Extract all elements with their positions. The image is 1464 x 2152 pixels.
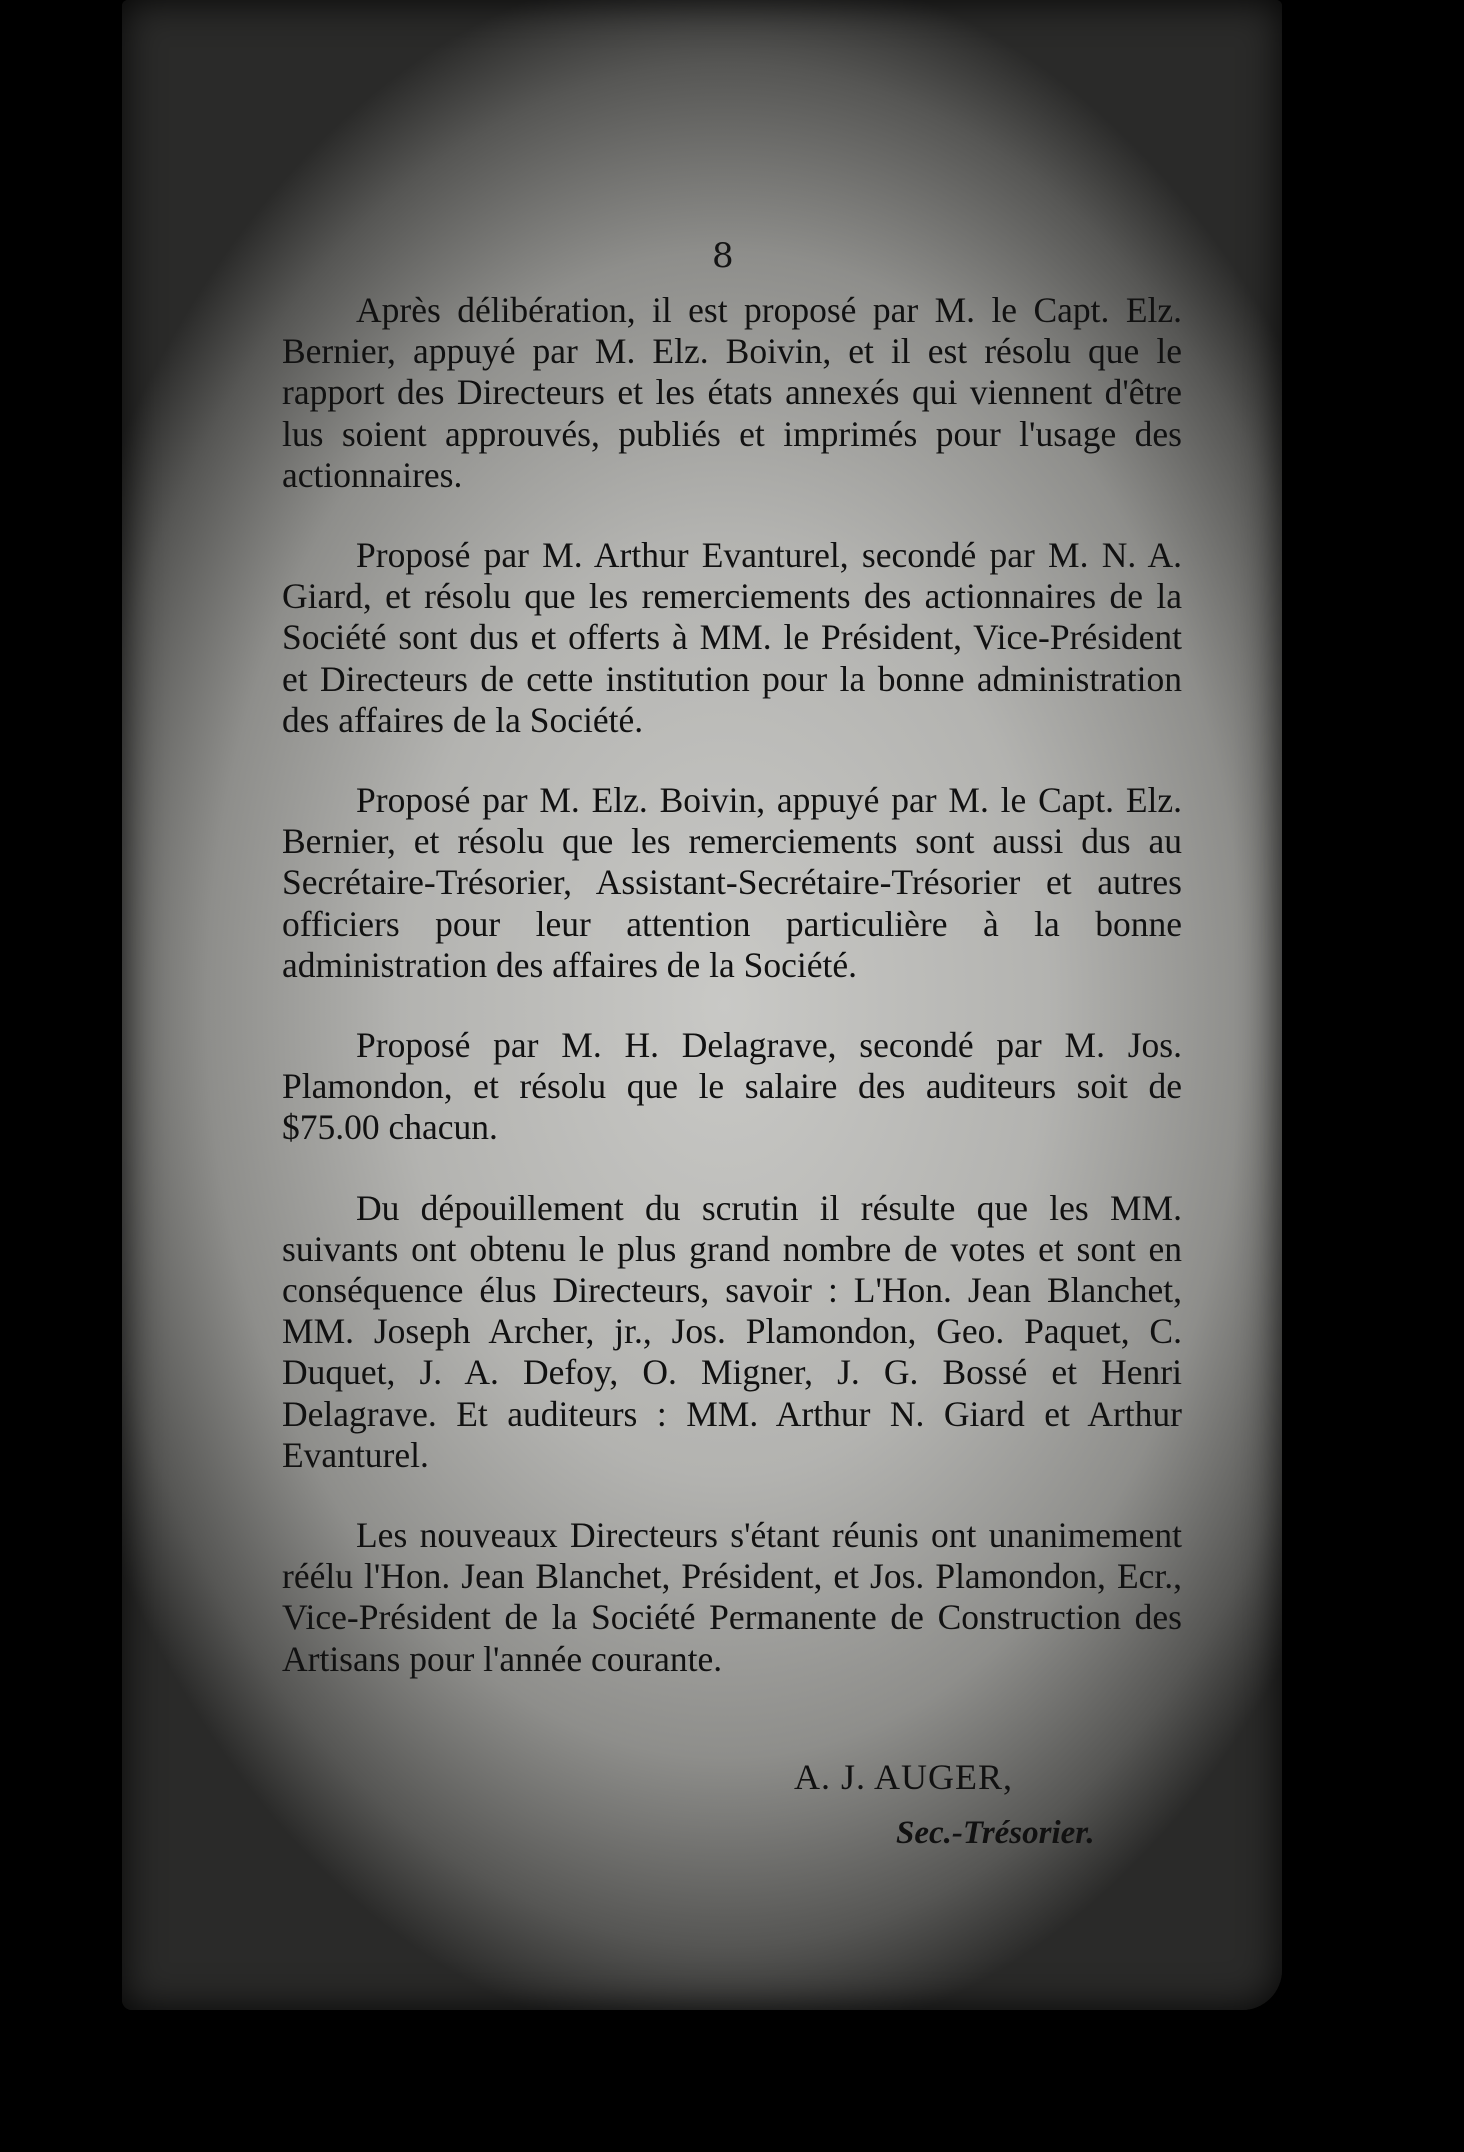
paragraph-election: Du dépouillement du scrutin il résulte que les MM. suivants ont obtenu le plus grand nombre de votes et sont en conséquence élus Directeurs, savoir : L'Hon. Jean Blanchet, MM. Joseph Archer, jr., Jos. Plamondon, Geo. Paquet, C. Duquet, J. A. Defoy, O. Migner, J. G. Bossé et Henri Delagrave. Et auditeurs : MM. Arthur N. Giard et Arthur Evanturel. bbox=[282, 1187, 1182, 1475]
signature-title: Sec.-Trésorier. bbox=[896, 1815, 1095, 1851]
paragraph-thanks-officers: Proposé par M. Elz. Boivin, appuyé par M. le Capt. Elz. Bernier, et résolu que les remerciements sont aussi dus au Secrétaire-Trésorier, Assistant-Secrétaire-Trésorier et autres officiers pour leur attention particulière à la bonne administration des affaires de la Société. bbox=[282, 780, 1182, 985]
paragraph-approval: Après délibération, il est proposé par M. le Capt. Elz. Bernier, appuyé par M. Elz. Boivin, et il est résolu que le rapport des Directeurs et les états annexés qui viennent d'être lus soient approuvés, publiés et imprimés pour l'usage des actionnaires. bbox=[282, 290, 1182, 495]
document-body bbox=[282, 290, 1182, 1719]
paragraph-thanks-directors: Proposé par M. Arthur Evanturel, secondé par M. N. A. Giard, et résolu que les remerciements des actionnaires de la Société sont dus et offerts à MM. le Président, Vice-Président et Directeurs de cette institution pour la bonne administration des affaires de la Société. bbox=[282, 535, 1182, 740]
paragraph-reelection: Les nouveaux Directeurs s'étant réunis ont unanimement réélu l'Hon. Jean Blanchet, Président, et Jos. Plamondon, Ecr., Vice-Président de la Société Permanente de Construction des Artisans pour l'année courante. bbox=[282, 1515, 1182, 1679]
signature-name: A. J. AUGER, bbox=[794, 1757, 1014, 1797]
paragraph-auditor-salary: Proposé par M. H. Delagrave, secondé par M. Jos. Plamondon, et résolu que le salaire des auditeurs soit de $75.00 chacun. bbox=[282, 1025, 1182, 1148]
page-number: 8 bbox=[712, 236, 734, 276]
